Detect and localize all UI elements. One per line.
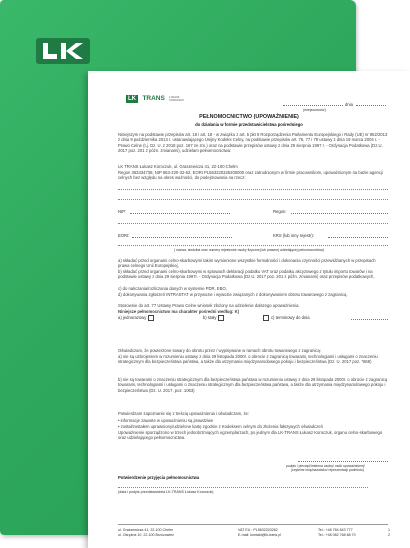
option-one-time-checkbox[interactable] — [148, 315, 154, 321]
note-1: • informacje zawarte w upoważnieniu są prawdziwe — [118, 418, 214, 423]
nip-input-line[interactable] — [130, 213, 230, 214]
option-term[interactable] — [263, 315, 310, 320]
option-term-checkbox[interactable] — [263, 315, 269, 321]
footer-email: E-mail: kontakt@lk-trans.pl — [238, 533, 281, 537]
document-sheet — [88, 71, 410, 548]
clause-f: Niniejsze pełnomocnictwo ma charakter pośredni według: K) — [118, 309, 239, 314]
date-suffix: dnia — [345, 102, 353, 107]
clause-d: d) dokonywania zgłoszeń INTRASTAT w przywozie i wywozie związanych z dokonywaniem obrotu towarowego z zagranicą. — [118, 292, 348, 297]
duration-options — [118, 315, 310, 321]
eori-label: EORI: — [118, 233, 130, 238]
declaration-intro: Oświadczam, że powierzone towary do obrotu przez / wypisywane w ramach obrotu towarowego z zagranicą: — [118, 348, 321, 353]
signature-caption-1: podpis i pieczęć/imienna osoby/ osób upoważnionej/ — [286, 464, 365, 468]
option-permanent-checkbox[interactable] — [218, 315, 224, 321]
letterhead — [126, 95, 189, 113]
option-one-time-label: a) jednorazowy — [118, 315, 147, 321]
company-caption: ( nazwa, siedziba oraz numery rejestrowe osoby fizycznej lub prawnej udzielającej pełnomocnictwa) — [174, 248, 324, 252]
term-date-line[interactable] — [351, 319, 388, 320]
lk-logo-icon — [36, 38, 90, 64]
agent-ids: Regon 363334738, NIP 563-220-32-62, EORI PL563220326200000 oraz zatrudnionym w firmie pracownikom, upoważnionym na bazie agencji celnych bez względu na okres ważności, do podejmowania na rzecz: — [118, 170, 383, 181]
acceptance-line[interactable] — [118, 487, 368, 488]
nip-label: NIP: — [118, 209, 127, 214]
eori-input-line[interactable] — [132, 237, 232, 238]
footer-phone-2: Tel.: +48 082 768 88 70 — [318, 533, 356, 537]
letterhead-logo: LK — [128, 96, 136, 102]
option-permanent[interactable] — [203, 315, 226, 320]
agent-line: LK TRANS Łukasz Koroczuk, ul. Graszewicza 41, 22-100 Chełm — [118, 164, 238, 169]
footer-vat: VAT EU : PL5632203262 — [238, 528, 278, 532]
note-intro: Potwierdzam zapoznanie się z treścią upoważnienia i oświadczam, że: — [118, 411, 250, 416]
document-title: PEŁNOMOCNICTWO (UPOWAŻNIENIE) — [199, 114, 299, 120]
regon-label: Regon: — [273, 209, 287, 214]
clause-b: b) składać przed organami celno-skarbowymi w sprawach deklaracji podatku VAT oraz podatku akcyzowego z tytułu importu towarów i na podstawie ustawy z dnia 29 sierpnia 1997r. - Ordynacja Podatkowa (Dz.U. 2017 poz. 201 z późn. zmianami) oraz przepisów podatkowych, — [118, 269, 375, 280]
footer-phone-1: Tel.: +48 784 843 777 — [318, 528, 353, 532]
regon-input-line[interactable] — [291, 213, 388, 214]
footer-address-2: ul. Okrężna 10, 22-100 Brzozowiec — [118, 533, 174, 537]
clause-c: c) do naliczania/rozliczania danych w systemie PDR, EBO, — [118, 286, 227, 291]
document-subtitle: do działania w formie przedstawicielstwa pośredniego — [195, 122, 303, 127]
declaration-a: a) nie są uzbrojeniem w rozumieniu ustawy z dnia 29 listopada 2000r. o obrocie z zagranicą towarami, technologiami i usługami o znaczeniu strategicznym dla bezpieczeństwa państwa, a także dla utrzymania międzynarodowego pokoju i bezpieczeństwa (Dz. U. 2017 poz. *868) — [118, 354, 378, 365]
date-dotted-line — [356, 105, 386, 106]
option-one-time[interactable] — [118, 315, 156, 320]
place-dotted-line — [283, 105, 343, 106]
declaration-b: b) nie są towarami o znaczeniu strategicznym dla bezpieczeństwa państwa w rozumieniu ustawy z dnia 29 listopada 2000r. o obrocie z zagranicą towarami, technologiami i usługami o znaczeniu strategicznym dla bezpieczeństwa państwa, a także dla utrzymania międzynarodowego pokoju i bezpieczeństwa (Dz. U. 2017, poz. 1063) — [118, 377, 388, 393]
clause-a: a) składać przed organami celno-skarbowymi takim wymienione wszystkie formalności i dokonania czynności przewidzianych w przepisach prawa celnego Unii Europejskiej, — [118, 258, 376, 269]
note-2: • został/zostałem uprawniony/udzielone kartę zgodnie z Kodeksem celnym do złożenia fałszywych oświadczeń — [118, 424, 323, 429]
footer-divider — [118, 524, 388, 525]
clause-e: Stosownie do art. 77 Ustawy Prawo Celne wniosek złożony na udzielenie dalszego upoważnienia. — [118, 303, 300, 308]
date-caption: (miejscowość) — [303, 108, 326, 112]
letterhead-brand: TRANS — [142, 95, 165, 102]
krs-label: KRS (lub inny rejestr): — [273, 233, 314, 238]
option-term-label: c) terminowy do dnia — [270, 315, 310, 321]
signature-line[interactable] — [298, 461, 388, 462]
footer-page-2: 2 — [388, 533, 390, 537]
company-line-3 — [118, 223, 388, 224]
company-line-1 — [118, 189, 388, 190]
intro-paragraph: Niniejszym na podstawie przepisów art. 18 i art. 18 - w związku z art. 5 pkt 6 Rozporządzenia Parlamentu Europejskiego i Rady (UE) nr 952/2013 z dnia 9 października 2013 r. ustanawiającego Unijny Kodeks Celny, na podstawie przepisów art. 76, 77 i 79 ustawy z dnia 19 marca 2004 r. - Prawo Celne (t.j. Dz. U. z 2018 poz. 167 ze zm.) oraz na podstawie przepisów ustawy z dnia 29 sierpnia 1997 r. - Ordynacja Podatkowa (Dz.U. 2017 poz. 201 z późn. zmianami), udzielam pełnomocnictwa: — [118, 132, 388, 154]
letterhead-tagline: ŁUKASZ KOROCZUK — [169, 96, 184, 102]
acceptance-label: Potwierdzenie przyjęcia pełnomocnictwa — [118, 475, 200, 480]
acceptance-caption: (data i podpis przedstawiciela LK-TRANS Łukasz Koroczuk) — [118, 490, 214, 494]
signature-caption-2: (czytelne imię/nazwisko/ reprezentacji podmiotu) — [291, 468, 364, 472]
company-line-4 — [118, 245, 388, 246]
krs-input-line[interactable] — [328, 237, 388, 238]
footer-address-1: ul. Graszewicza 41, 22-100 Chełm — [118, 528, 173, 532]
company-line-2 — [118, 199, 388, 200]
option-permanent-label: b) stały — [202, 315, 217, 321]
footer-page-1: 1 — [388, 528, 390, 532]
note-3: Upoważnienie sporządzono w trzech jednobrzmiących egzemplarzach, po jednym dla LK-TRANS Łukasz Koroczuk, organu celno-skarbowego oraz udzielającego pełnomocnictwa. — [118, 430, 383, 441]
